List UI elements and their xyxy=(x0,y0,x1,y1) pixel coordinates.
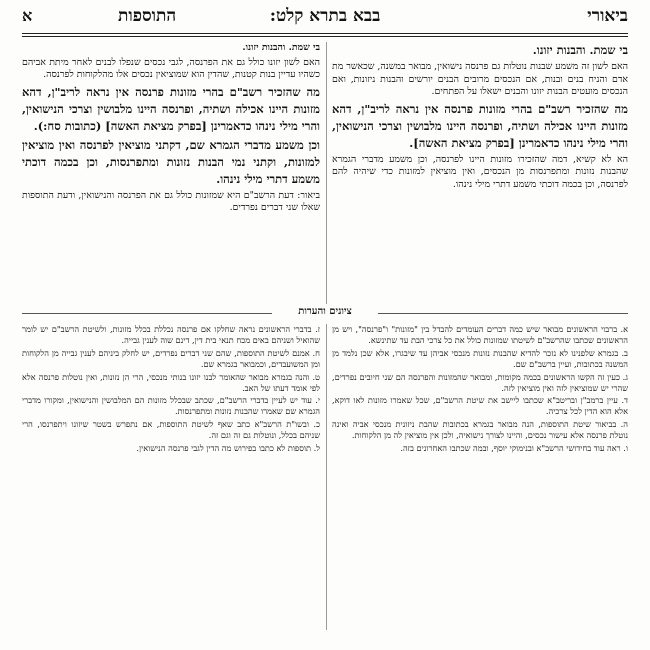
notes-header xyxy=(22,306,628,320)
note-item: ז. בדברי הראשונים נראה שחלקו אם פרנסה נכללת בכלל מזונות, ולשיטת הרשב"ם יש לומר שהואיל ושניהם באים מכח תנאי בית דין, דינם שוה לענין גבייה. xyxy=(22,324,320,345)
main-left-paragraph: ביאור: דעת הרשב"ם היא שמזונות כולל גם את הפרנסה והנישואין, ודעת התוספות שאלו שני דברים נפרדים. xyxy=(22,189,320,214)
note-item: כ. ובשו"ת הרשב"א כתב שאף לשיטת התוספות, אם נתפרש בשטר שיזונו ויתפרנסו, הרי שניהם בכלל, ונוטלות גם זה וגם זה. xyxy=(22,419,320,441)
note-item: ל. תוספות לא כתבו בפירוש מה הדין לגבי פרנסה הנישואין. xyxy=(136,443,320,454)
header-rule xyxy=(22,33,628,34)
main-right-paragraph: בי שמת. והבנות יזונו. xyxy=(532,43,628,57)
note-item: ג. כעין זה הקשו הראשונים בכמה מקומות, ומבואר שהמזונות והפרנסה הם שני חיובים נפרדים, שהרי יש שמוציאין לזה ואין מוציאין לזה. xyxy=(332,371,628,393)
notes-right-column xyxy=(332,324,628,630)
main-left-paragraph: מה שהזכיר רשב"ם בהרי מזונות פרנסה אין נראה לריב"ן, דהא מזונות היינו אכילה ושתיה, ופרנסה היינו מלבושין וצרכי הנישואין, והרי מילי נינהו כדאמרינן [בפרק מציאת האשה] (כתובות סח:). xyxy=(22,84,320,133)
page-letter: א xyxy=(22,6,33,25)
main-left-paragraph: בי שמת. והבנות יזונו. xyxy=(242,42,320,53)
main-column-divider xyxy=(326,42,327,304)
notes-left-column xyxy=(22,324,320,630)
note-item: י. עוד יש לעיין בדברי הרשב"ם, שכתב שבכלל מזונות הם המלבושין והנישואין, ומקורו מדברי הגמרא שם שאמרו שהבנות נזונות ומתפרנסות. xyxy=(22,395,320,417)
header-right-title: ביאורי xyxy=(587,6,628,26)
page-header xyxy=(0,0,650,34)
notes-column-divider xyxy=(326,324,327,630)
note-item: ח. אמנם לשיטת התוספות, שהם שני דברים נפרדים, יש לחלק ביניהם לענין גבייה מן הלקוחות ומן המשועבדים, וכמבואר בגמרא שם. xyxy=(22,347,320,369)
main-right-paragraph: מה שהזכיר רשב"ם בהרי מזונות פרנסה אין נראה לריב"ן, דהא מזונות היינו אכילה ושתיה, ופרנסה היינו מלבושין וצרכי הנישואין, והרי מילי נינהו כדאמרינן [בפרק מציאת האשה]. xyxy=(332,101,628,150)
header-rule-thin xyxy=(22,36,628,37)
main-left-paragraph: האם לשון יזונו כולל גם את הפרנסה, לגבי נכסים שנפלו לבנים לאחר מיתת אביהם כשהיו עדיין בנות קטנות, שהדין הוא שמוציאין נכסים אלו מהלקוחות לפרנסה. xyxy=(22,56,320,81)
header-center-title: בבא בתרא קלט: xyxy=(269,6,381,26)
note-item: ו. ראה עוד בחידושי הרשב"א ובנימוקי יוסף, ובמה שכתבו האחרונים בזה. xyxy=(400,443,628,454)
note-item: ט. והנה בגמרא מבואר שהאומר לבנו יזונו בנותי מנכסי, הרי הן נזונות, ואין נוטלות פרנסה אלא לפי אומד דעתו של האב. xyxy=(22,371,320,393)
main-right-column xyxy=(332,42,628,304)
main-right-paragraph: הא לא קשיא, דמה שהזכירו מזונות היינו לפרנסה, וכן משמע מדברי הגמרא שהבנות נזונות ומתפרנסות מן הנכסים, ואין מוציאין למזונות כדי שיהיה להם לפרנסה, וכן בכמה דוכתי משמע דתרי מילי נינהו. xyxy=(332,153,628,190)
main-left-paragraph: וכן משמע מדברי הגמרא שם, דקתני מוציאין לפרנסה ואין מוציאין למזונות, וקתני נמי הבנות נזונות ומתפרנסות, וכן בכמה דוכתי משמע דתרי מילי נינהו. xyxy=(22,137,320,186)
note-item: ב. בגמרא שלפנינו לא נזכר להדיא שהבנות נזונות מנכסי אביהן עד שיבגרו, אלא שכן נלמד מן המשנה בכתובות, ועיין ברשב"ם שם. xyxy=(332,347,628,369)
note-item: ד. עיין ברמב"ן ובריטב"א שכתבו ליישב את שיטת הרשב"ם, שכל שאמרו מזונות לאו דוקא, אלא הוא הדין לכל צרכיה. xyxy=(332,395,628,417)
note-item: ה. בביאור שיטת התוספות, הנה מבואר בגמרא בכתובות שהבת ניזונית מנכסי אביה ואינה נוטלת פרנסה אלא עישור נכסים, והיינו לצורך נישואיה, ולכן אין מוציאין לה מן הלקוחות. xyxy=(332,419,628,441)
notes-title: ציונים והערות xyxy=(298,306,352,317)
main-right-paragraph: האם לשון זה משמע שבנות נוטלות גם פרנסה נישואין, מבואר במשנה, שכאשר מת אדם והניח בנים ובנות, אם הנכסים מרובים הבנים יורשים והבנות ניזונות, ואם הנכסים מועטים הבנות יזונו והבנים ישאלו על הפתחים. xyxy=(332,61,628,98)
notes-header-line xyxy=(378,313,628,314)
header-left-title: התוספות xyxy=(118,6,177,26)
note-item: א. ברבוי הראשונים מבואר שיש כמה דברים העומדים להבדל בין "מזונות" ו"פרנסה", ויש מן הראשונים שכתבו שהרשב"ם לשיטתו שמזונות כולל את כל צרכי הבת עד שתינשא. xyxy=(332,324,628,345)
main-left-column xyxy=(22,42,320,304)
